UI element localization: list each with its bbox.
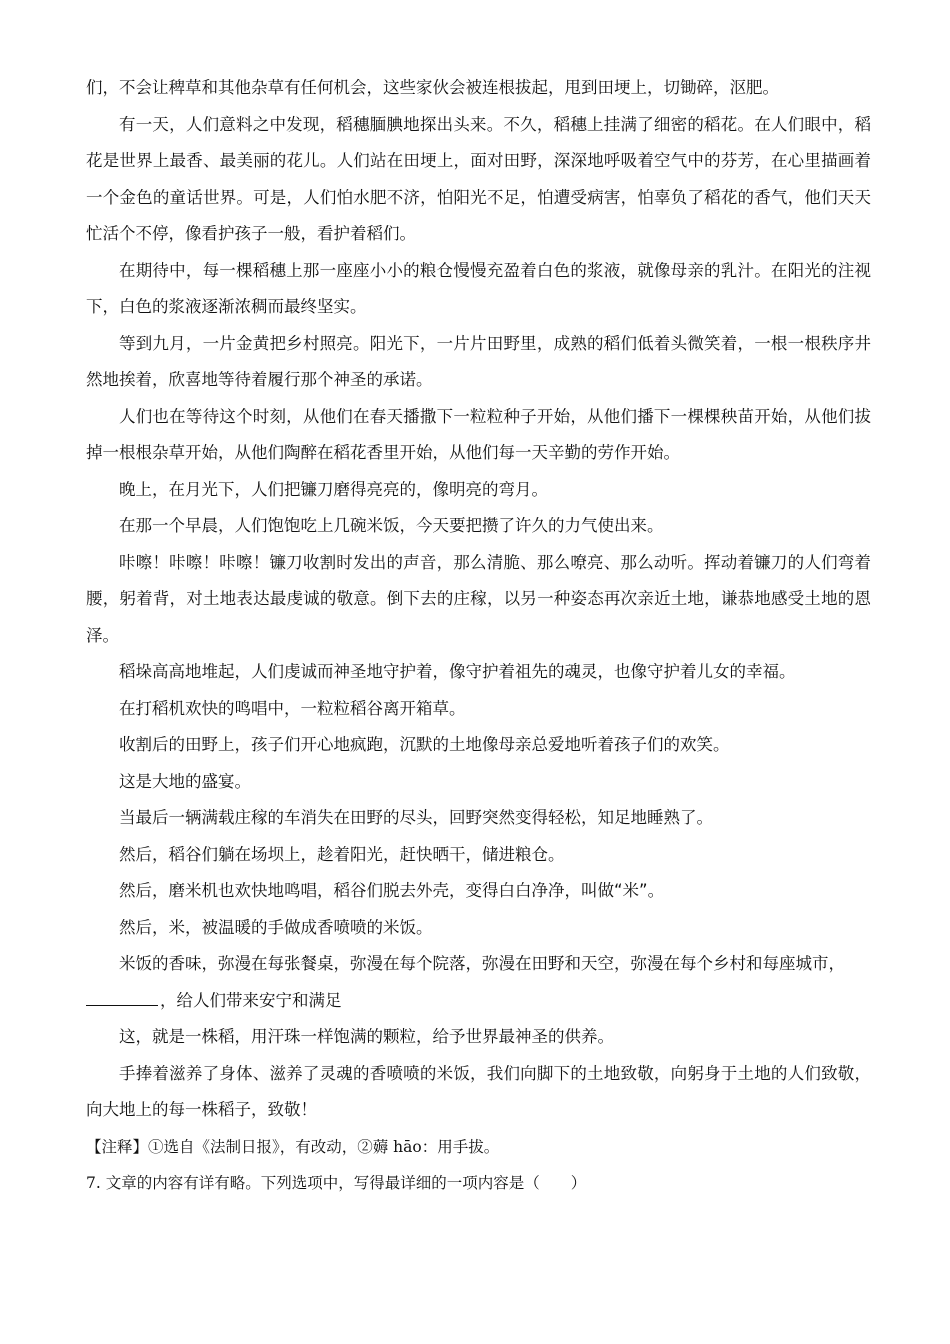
paragraph: 咔嚓！咔嚓！咔嚓！镰刀收割时发出的声音，那么清脆、那么嘹亮、那么动听。挥动着镰刀的人们弯着腰，躬着背，对土地表达最虔诚的敬意。倒下去的庄稼，以另一种姿态再次亲近土地，谦恭地感受土地的恩泽。 bbox=[86, 552, 871, 645]
answer-blank[interactable] bbox=[86, 985, 158, 1006]
paragraph: 在期待中，每一棵稻穗上那一座座小小的粮仓慢慢充盈着白色的浆液，就像母亲的乳汁。在阳光的注视下，白色的浆液逐渐浓稠而最终坚实。 bbox=[86, 260, 871, 316]
article-body bbox=[86, 70, 871, 983]
paragraph: 稻垛高高地堆起，人们虔诚而神圣地守护着，像守护着祖先的魂灵，也像守护着儿女的幸福。 bbox=[119, 662, 796, 681]
paragraph: 这，就是一株稻，用汗珠一样饱满的颗粒，给予世界最神圣的供养。 bbox=[119, 1027, 614, 1046]
paragraph: 这是大地的盛宴。 bbox=[119, 771, 251, 791]
fill-blank-text: ，给人们带来安宁和满足 bbox=[160, 990, 342, 1010]
paragraph: 等到九月，一片金黄把乡村照亮。阳光下，一片片田野里，成熟的稻们低着头微笑着，一根一根秩序井然地挨着，欣喜地等待着履行那个神圣的承诺。 bbox=[86, 333, 871, 389]
paragraph: 有一天，人们意料之中发现，稻穗腼腆地探出头来。不久，稻穗上挂满了细密的稻花。在人们眼中，稻花是世界上最香、最美丽的花儿。人们站在田埂上，面对田野，深深地呼吸着空气中的芬芳，在心里描画着一个金色的童话世界。可是，人们怕水肥不济，怕阳光不足，怕遭受病害，怕辜负了稻花的香气，他们天天忙活个不停，像看护孩子一般，看护着稻们。 bbox=[86, 114, 871, 243]
paragraph: 然后，米，被温暖的手做成香喷喷的米饭。 bbox=[119, 917, 433, 937]
question-7: 7. 文章的内容有详有略。下列选项中，写得最详细的一项内容是（ ） bbox=[86, 1173, 587, 1192]
paragraph: 当最后一辆满载庄稼的车消失在田野的尽头，回野突然变得轻松，知足地睡熟了。 bbox=[119, 808, 713, 827]
paragraph: 手捧着滋养了身体、滋养了灵魂的香喷喷的米饭，我们向脚下的土地致敬，向躬身于土地的人们致敬，向大地上的每一株稻子，致敬！ bbox=[86, 1063, 871, 1119]
paragraph: 们，不会让稗草和其他杂草有任何机会，这些家伙会被连根拔起，甩到田埂上，切锄碎，沤肥。 bbox=[86, 78, 779, 97]
paragraph: 米饭的香味，弥漫在每张餐桌，弥漫在每个院落，弥漫在田野和天空，弥漫在每个乡村和每座城市， bbox=[119, 954, 845, 973]
paragraph: 晚上，在月光下，人们把镰刀磨得亮亮的，像明亮的弯月。 bbox=[119, 479, 548, 499]
document-page bbox=[86, 70, 871, 1201]
paragraph: 人们也在等待这个时刻，从他们在春天播撒下一粒粒种子开始，从他们播下一棵棵秧苗开始，从他们拔掉一根根杂草开始，从他们陶醉在稻花香里开始，从他们每一天辛勤的劳作开始。 bbox=[86, 406, 871, 462]
paragraph: 在那一个早晨，人们饱饱吃上几碗米饭，今天要把攒了许久的力气使出来。 bbox=[119, 516, 664, 535]
fill-blank-line bbox=[86, 983, 871, 1020]
paragraph: 然后，磨米机也欢快地鸣唱，稻谷们脱去外壳，变得白白净净，叫做“米”。 bbox=[119, 881, 665, 900]
paragraph: 在打稻机欢快的鸣唱中，一粒粒稻谷离开箱草。 bbox=[119, 698, 466, 718]
paragraph: 然后，稻谷们躺在场坝上，趁着阳光，赶快晒干，储进粮仓。 bbox=[119, 844, 565, 864]
annotation-note: 【注释】①选自《法制日报》，有改动，②薅 hāo：用手拔。 bbox=[86, 1137, 500, 1156]
paragraph: 收割后的田野上，孩子们开心地疯跑，沉默的土地像母亲总爱地听着孩子们的欢笑。 bbox=[119, 735, 730, 754]
